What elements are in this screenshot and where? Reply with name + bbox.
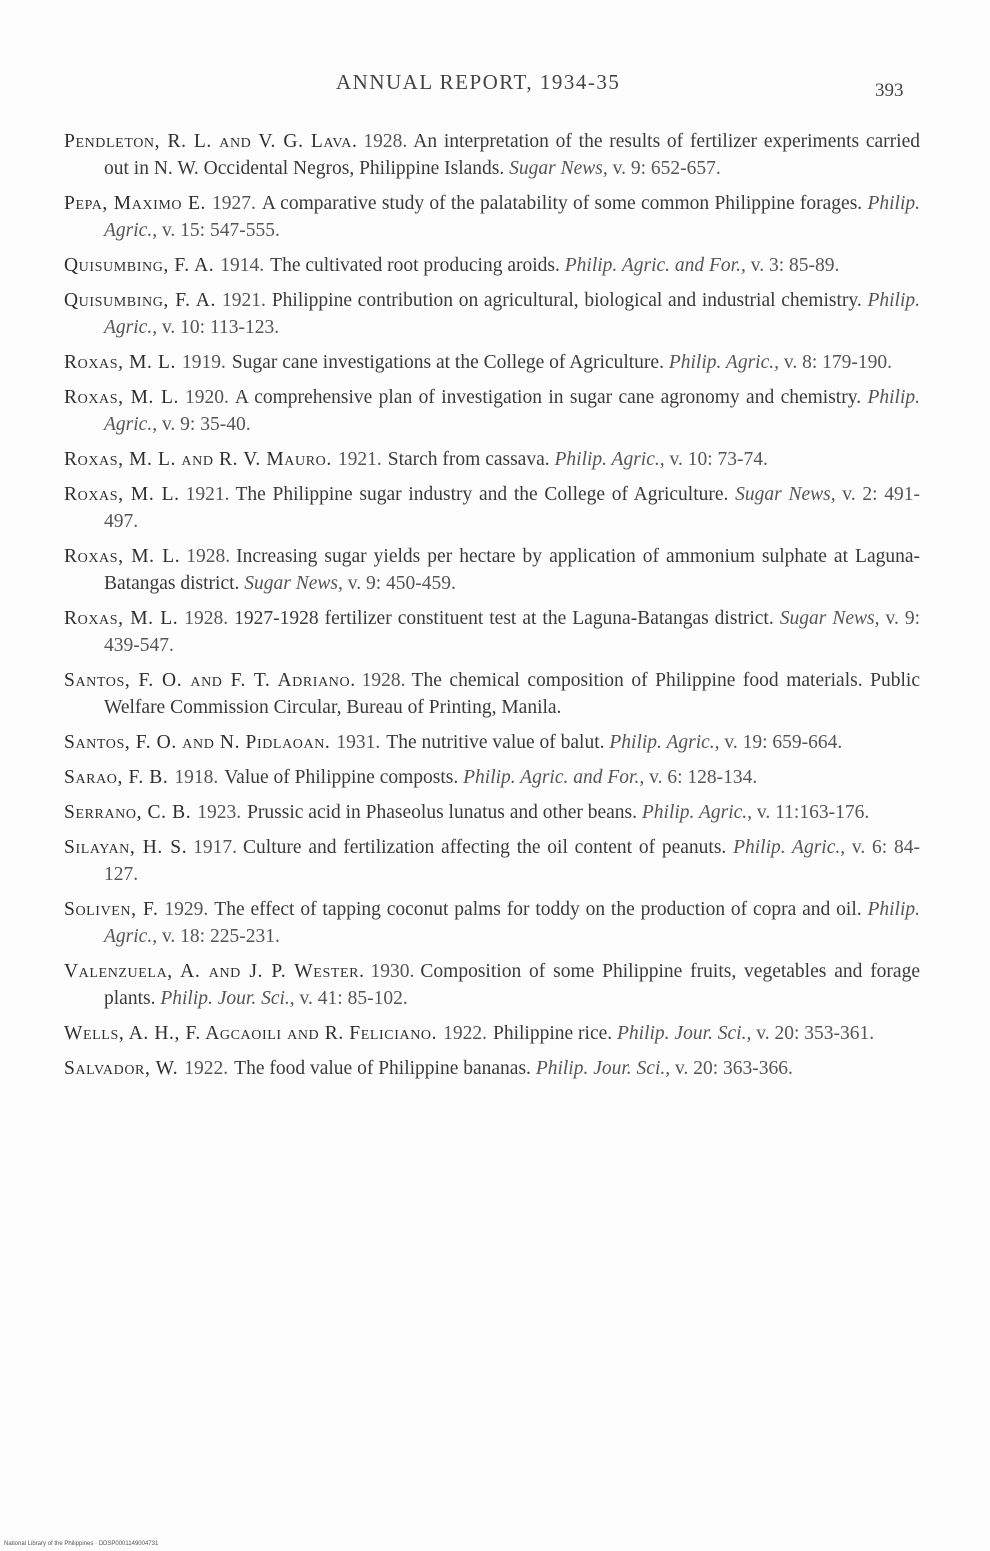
entry-details: v. 10: 113-123. (161, 317, 280, 338)
entry-author: Salvador, W. (64, 1058, 179, 1079)
bibliography-entry (64, 384, 920, 438)
entry-journal: Philip. Agric., (554, 449, 665, 470)
entry-author: Pepa, Maximo E. (64, 193, 207, 214)
entry-author: Quisumbing, F. A. (64, 255, 215, 276)
bibliography-entry (64, 287, 920, 341)
entry-journal: Philip. Agric., (641, 802, 753, 823)
entry-title: The cultivated root producing aroids. (270, 255, 560, 276)
entry-year: 1921. (185, 484, 230, 505)
bibliography-entry (64, 481, 920, 535)
entry-details: v. 20: 363-366. (675, 1058, 793, 1079)
entry-details: v. 10: 73-74. (669, 449, 768, 470)
entry-details: v. 41: 85-102. (299, 988, 408, 1009)
entry-year: 1918. (174, 767, 219, 788)
entry-journal: Philip. Agric., (104, 290, 920, 338)
entry-year: 1920. (184, 387, 229, 408)
entry-year: 1929. (164, 899, 209, 920)
entry-journal: Sugar News, (779, 608, 880, 629)
bibliography-entry (64, 349, 920, 376)
entry-author: Pendleton, R. L. and V. G. Lava. (64, 131, 358, 152)
entry-journal: Sugar News, (244, 573, 343, 594)
bibliography-entry (64, 834, 920, 888)
entry-details: v. 9: 439-547. (104, 608, 921, 656)
bibliography-entry (64, 896, 920, 950)
entry-title: 1927-1928 fertilizer constituent test at the Laguna-Batangas district. (234, 608, 774, 629)
entry-details: v. 9: 652-657. (612, 158, 721, 179)
page-number: 393 (875, 80, 904, 101)
bibliography-list (64, 128, 920, 1090)
entry-journal: Philip. Jour. Sci., (617, 1023, 752, 1044)
bibliography-entry (64, 1055, 920, 1082)
entry-author: Serrano, C. B. (64, 802, 192, 823)
entry-author: Wells, A. H., F. Agcaoili and R. Feliciano. (64, 1023, 438, 1044)
entry-journal: Philip. Agric., (609, 732, 720, 753)
entry-journal: Philip. Agric., (733, 837, 846, 858)
entry-author: Roxas, M. L. (64, 387, 179, 408)
entry-author: Santos, F. O. and N. Pidlaoan. (64, 732, 331, 753)
entry-title: The effect of tapping coconut palms for toddy on the production of copra and oil. (214, 899, 862, 920)
entry-author: Roxas, M. L. (64, 546, 181, 567)
entry-journal: Philip. Jour. Sci., (535, 1058, 671, 1079)
entry-journal: Sugar News, (509, 158, 608, 179)
entry-title: The Philippine sugar industry and the College of Agriculture. (235, 484, 729, 505)
entry-journal: Philip. Agric., (104, 387, 921, 435)
entry-details: v. 20: 353-361. (756, 1023, 875, 1044)
entry-title: Value of Philippine composts. (224, 767, 459, 788)
entry-details: v. 9: 450-459. (347, 573, 456, 594)
entry-year: 1921. (337, 449, 382, 470)
entry-title: Philippine contribution on agricultural, biological and industrial chemistry. (271, 290, 862, 311)
entry-journal: Philip. Agric., (104, 193, 921, 241)
entry-details: v. 8: 179-190. (783, 352, 893, 373)
entry-journal: Philip. Jour. Sci., (160, 988, 295, 1009)
entry-details: v. 11:163-176. (756, 802, 870, 823)
bibliography-entry (64, 252, 920, 279)
bibliography-entry (64, 667, 920, 721)
bibliography-entry (64, 764, 920, 791)
entry-title: A comprehensive plan of investigation in sugar cane agronomy and chemistry. (234, 387, 862, 408)
entry-author: Roxas, M. L. (64, 352, 176, 373)
bibliography-entry (64, 958, 920, 1012)
entry-year: 1921. (221, 290, 266, 311)
entry-author: Quisumbing, F. A. (64, 290, 216, 311)
entry-author: Valenzuela, A. and J. P. Wester. (64, 961, 365, 982)
entry-title: Sugar cane investigations at the College of Agriculture. (231, 352, 664, 373)
entry-year: 1917. (193, 837, 238, 858)
entry-year: 1928. (184, 608, 229, 629)
entry-journal: Philip. Agric. and For., (564, 255, 746, 276)
bibliography-entry (64, 729, 920, 756)
entry-title: Starch from cassava. (387, 449, 550, 470)
entry-author: Santos, F. O. and F. T. Adriano. (64, 670, 356, 691)
entry-year: 1922. (184, 1058, 229, 1079)
entry-title: A comparative study of the palatability of some common Philippine forages. (261, 193, 863, 214)
entry-year: 1928. (186, 546, 231, 567)
bibliography-entry (64, 799, 920, 826)
bibliography-entry (64, 446, 920, 473)
entry-author: Silayan, H. S. (64, 837, 188, 858)
entry-author: Roxas, M. L. (64, 484, 180, 505)
entry-year: 1928. (361, 670, 406, 691)
entry-year: 1914. (220, 255, 265, 276)
entry-year: 1919. (181, 352, 226, 373)
entry-title: Philippine rice. (492, 1023, 613, 1044)
bibliography-entry (64, 190, 920, 244)
entry-year: 1931. (336, 732, 381, 753)
entry-details: v. 2: 491-497. (104, 484, 920, 532)
bibliography-entry (64, 543, 920, 597)
entry-author: Roxas, M. L. and R. V. Mauro. (64, 449, 332, 470)
entry-journal: Philip. Agric. and For., (463, 767, 645, 788)
entry-title: An interpretation of the results of fertilizer experiments carried out in N. W. Occidental Negros, Philippine Islands. (104, 131, 920, 179)
entry-year: 1922. (443, 1023, 487, 1044)
entry-author: Sarao, F. B. (64, 767, 169, 788)
entry-details: v. 15: 547-555. (161, 220, 280, 241)
running-title: ANNUAL REPORT, 1934-35 (336, 70, 621, 94)
entry-details: v. 3: 85-89. (750, 255, 840, 276)
entry-journal: Philip. Agric., (104, 899, 920, 947)
entry-details: v. 9: 35-40. (161, 414, 251, 435)
entry-details: v. 18: 225-231. (161, 926, 280, 947)
entry-journal: Philip. Agric., (668, 352, 779, 373)
entry-year: 1927. (212, 193, 256, 214)
entry-title: The nutritive value of balut. (386, 732, 605, 753)
scan-source-footer: National Library of the Philippines · DDSP0001149004731 (4, 1541, 159, 1547)
entry-journal: Sugar News, (735, 484, 836, 505)
entry-title: Prussic acid in Phaseolus lunatus and other beans. (247, 802, 638, 823)
bibliography-entry (64, 605, 920, 659)
bibliography-entry (64, 128, 920, 182)
bibliography-entry (64, 1020, 920, 1047)
entry-author: Roxas, M. L. (64, 608, 179, 629)
entry-title: Culture and fertilization affecting the oil content of peanuts. (243, 837, 727, 858)
entry-title: The chemical composition of Philippine food materials. Public Welfare Commission Circular, Bureau of Printing, Manila. (104, 670, 920, 718)
entry-details: v. 19: 659-664. (724, 732, 843, 753)
entry-year: 1923. (197, 802, 242, 823)
entry-author: Soliven, F. (64, 899, 159, 920)
entry-title: The food value of Philippine bananas. (234, 1058, 531, 1079)
entry-title: Increasing sugar yields per hectare by application of ammonium sulphate at Laguna-Batangas district. (104, 546, 920, 594)
running-head (0, 70, 990, 110)
entry-year: 1928. (363, 131, 408, 152)
entry-year: 1930. (370, 961, 415, 982)
entry-details: v. 6: 128-134. (649, 767, 758, 788)
entry-details: v. 6: 84-127. (104, 837, 920, 885)
entry-title: Composition of some Philippine fruits, vegetables and forage plants. (104, 961, 920, 1009)
